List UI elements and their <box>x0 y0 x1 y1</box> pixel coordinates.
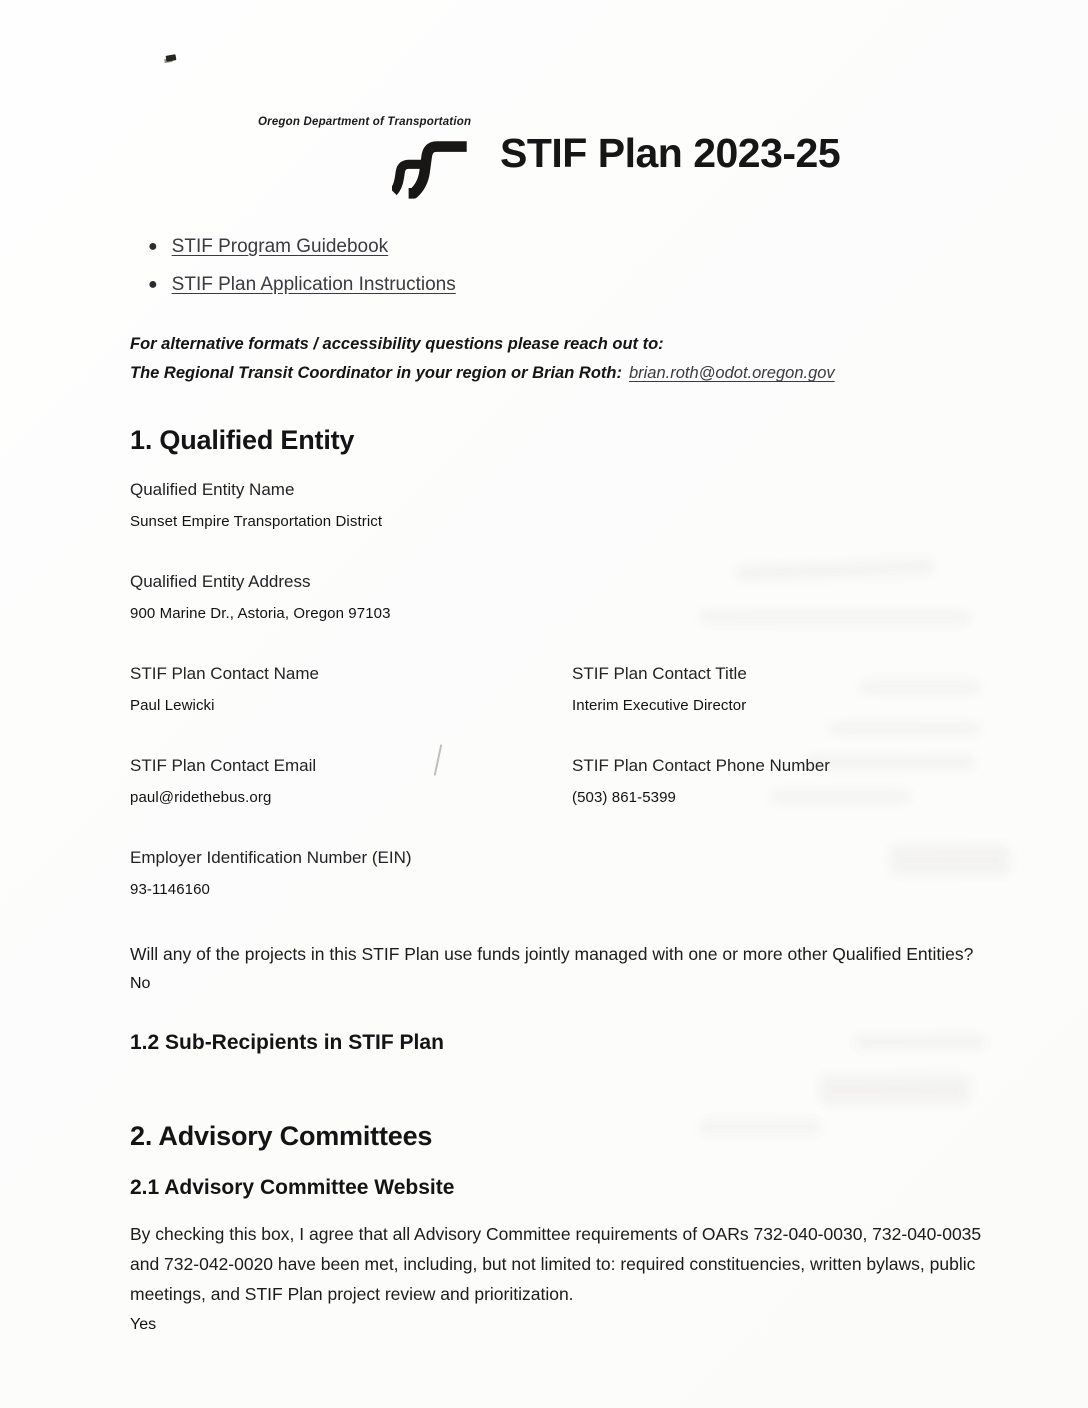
agency-name: Oregon Department of Transportation <box>258 116 472 128</box>
bullet-icon: ● <box>148 238 158 255</box>
list-item <box>148 274 992 296</box>
stif-plan-application-instructions-link[interactable]: STIF Plan Application Instructions <box>171 274 456 295</box>
section-1-heading: 1. Qualified Entity <box>130 424 355 455</box>
field-contact-phone <box>572 756 992 806</box>
section-2-heading: 2. Advisory Committees <box>130 1121 433 1152</box>
field-value: 900 Marine Dr., Astoria, Oregon 97103 <box>130 604 391 622</box>
field-label: STIF Plan Contact Name <box>130 663 319 683</box>
odot-logo-icon <box>392 131 472 199</box>
bullet-icon: ● <box>148 276 158 293</box>
field-contact-name <box>130 664 572 714</box>
document-header <box>130 116 992 202</box>
contact-row-1 <box>130 664 992 756</box>
scan-speck-artifact <box>166 54 177 62</box>
field-value: Interim Executive Director <box>572 696 747 714</box>
advisory-agreement-block <box>130 1220 992 1333</box>
brian-roth-email-link[interactable]: brian.roth@odot.oregon.gov <box>628 364 835 383</box>
bleed-through-ghost <box>820 1075 970 1105</box>
contact-row-2 <box>130 756 992 848</box>
joint-funds-answer: No <box>130 975 151 993</box>
field-value: 93-1146160 <box>130 880 210 898</box>
field-label: Qualified Entity Name <box>130 479 295 499</box>
joint-funds-question: Will any of the projects in this STIF Plan use funds jointly managed with one or more other Qualified Entities? <box>130 943 974 964</box>
field-label: STIF Plan Contact Title <box>572 663 747 683</box>
resource-links-list <box>148 236 992 296</box>
section-1-2-heading: 1.2 Sub-Recipients in STIF Plan <box>130 1031 444 1055</box>
advisory-agreement-text: By checking this box, I agree that all Advisory Committee requirements of OARs 732-040-0030, 732-040-0035 and 732-042-0020 have been met, including, but not limited to: required constituencies, written bylaws, public meetings, and STIF Plan project review and prioritization. <box>130 1224 982 1304</box>
accessibility-note <box>130 330 992 389</box>
advisory-agreement-answer: Yes <box>130 1315 157 1333</box>
field-qualified-entity-address <box>130 572 992 622</box>
section-2-1-heading: 2.1 Advisory Committee Website <box>130 1176 455 1200</box>
field-label: Qualified Entity Address <box>130 571 311 591</box>
stif-program-guidebook-link[interactable]: STIF Program Guidebook <box>171 236 389 257</box>
list-item <box>148 236 992 258</box>
field-label: STIF Plan Contact Email <box>130 755 317 775</box>
field-value: paul@ridethebus.org <box>130 788 272 806</box>
accessibility-note-line2-text: The Regional Transit Coordinator in your region or Brian Roth: <box>130 364 622 383</box>
field-qualified-entity-name <box>130 480 992 530</box>
accessibility-note-line1: For alternative formats / accessibility questions please reach out to: <box>130 335 664 353</box>
field-label: Employer Identification Number (EIN) <box>130 847 412 867</box>
document-title: STIF Plan 2023-25 <box>500 130 841 176</box>
field-value: (503) 861-5399 <box>572 788 676 806</box>
field-contact-title <box>572 664 992 714</box>
field-value: Paul Lewicki <box>130 696 215 714</box>
field-value: Sunset Empire Transportation District <box>130 512 383 530</box>
field-contact-email <box>130 756 572 806</box>
joint-funds-question-block <box>130 940 992 994</box>
field-ein <box>130 848 992 898</box>
accessibility-note-line2 <box>130 359 992 388</box>
field-label: STIF Plan Contact Phone Number <box>572 755 830 775</box>
